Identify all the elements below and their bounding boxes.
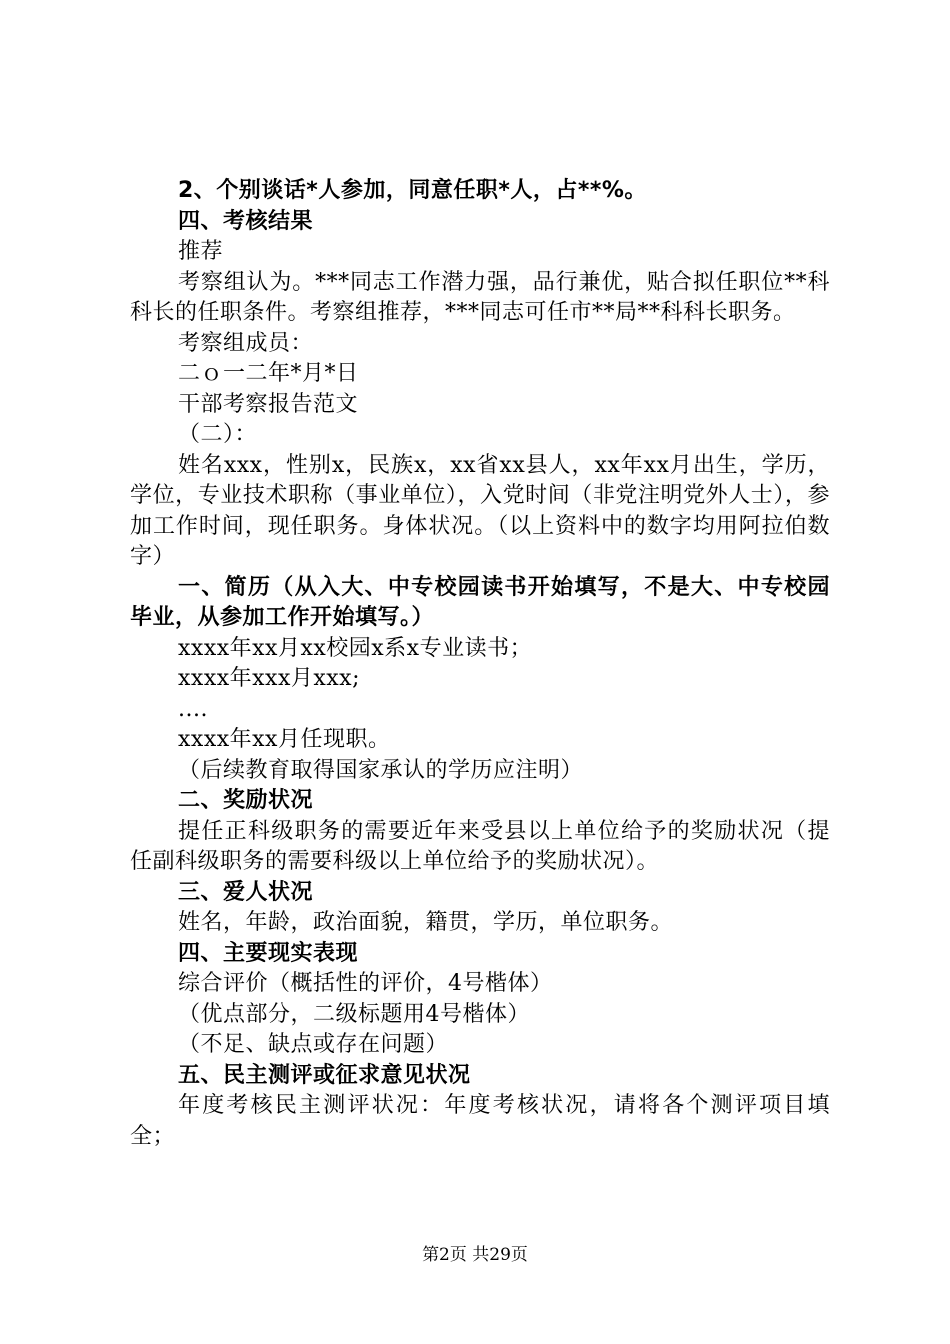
paragraph: 年度考核民主测评状况：年度考核状况，请将各个测评项目填全； xyxy=(130,1093,830,1149)
paragraph: .... xyxy=(178,696,208,722)
date-line: 二ｏ一二年*月*日 xyxy=(178,361,359,386)
section-heading: 一、简历（从入大、中专校园读书开始填写，不是大、中专校园毕业，从参加工作开始填写。） xyxy=(130,574,830,630)
section-heading: 四、主要现实表现 xyxy=(178,940,359,966)
document-title: 干部考察报告范文 xyxy=(178,391,359,417)
section-heading: 五、民主测评或征求意见状况 xyxy=(178,1062,471,1088)
document-body xyxy=(130,176,830,1152)
paragraph: xxxx年xx月xx校园x系x专业读书； xyxy=(178,635,533,661)
paragraph: （优点部分，二级标题用4号楷体） xyxy=(178,1001,530,1027)
section-heading: 二、奖励状况 xyxy=(178,788,314,813)
paragraph: xxxx年xx月任现职。 xyxy=(178,727,391,752)
paragraph: 综合评价（概括性的评价，4号楷体） xyxy=(178,971,553,996)
section-number: （二）： xyxy=(178,422,258,447)
page-number-footer: 第2页 共29页 xyxy=(422,1245,528,1265)
paragraph: 2、个别谈话*人参加，同意任职*人，占**%。 xyxy=(178,178,647,203)
section-heading: 三、爱人状况 xyxy=(178,879,314,905)
paragraph: 姓名，年龄，政治面貌，籍贯，学历，单位职务。 xyxy=(178,910,674,935)
paragraph: （后续教育取得国家承认的学历应注明） xyxy=(178,757,584,783)
paragraph: （不足、缺点或存在问题） xyxy=(178,1032,449,1057)
section-heading: 四、考核结果 xyxy=(178,208,314,234)
paragraph: xxxx年xxx月xxx; xyxy=(178,666,360,691)
paragraph: 姓名xxx，性别x，民族x，xx省xx县人，xx年xx月出生，学历，学位，专业技术职称（事业单位），入党时间（非党注明党外人士），参加工作时间，现任职务。身体状况。（以上资料中的数字均用阿拉伯数字） xyxy=(130,452,830,569)
paragraph: 考察组成员： xyxy=(178,330,314,356)
paragraph: 推荐 xyxy=(178,239,224,264)
paragraph: 提任正科级职务的需要近年来受县以上单位给予的奖励状况（提任副科级职务的需要科级以上单位给予的奖励状况）。 xyxy=(130,818,830,874)
paragraph: 考察组认为。***同志工作潜力强，品行兼优，贴合拟任职位**科科长的任职条件。考察组推荐，***同志可任市**局**科科长职务。 xyxy=(130,269,830,325)
